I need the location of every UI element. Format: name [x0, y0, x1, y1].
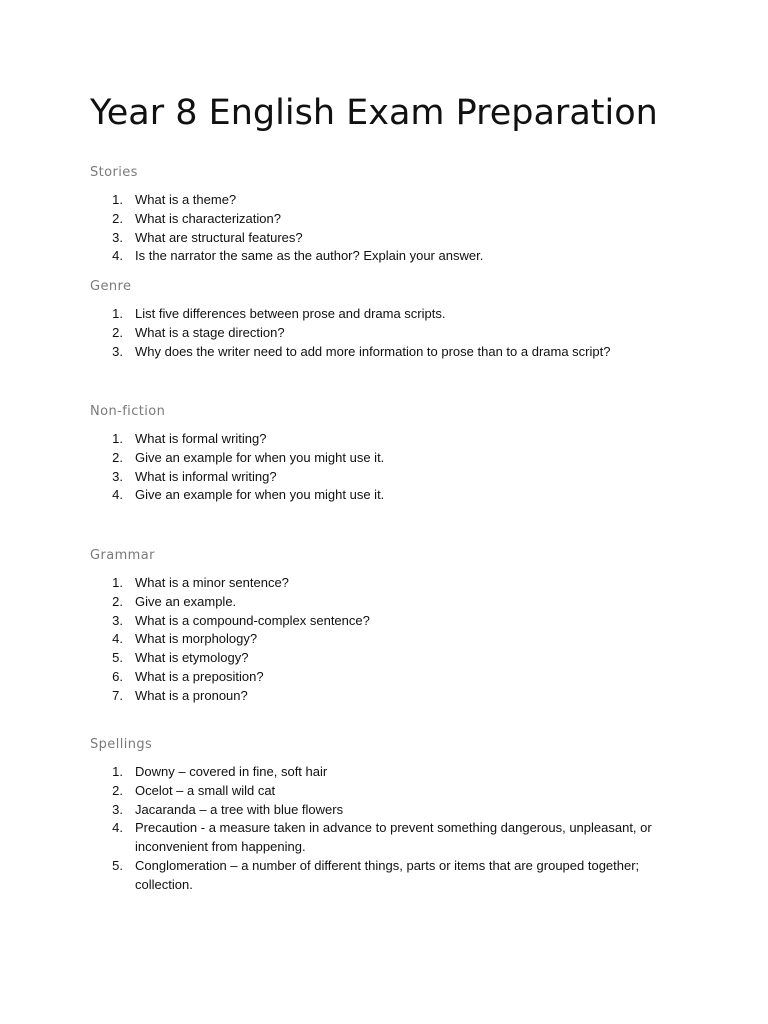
item-number: 1. — [112, 192, 123, 207]
section-genre — [90, 277, 690, 361]
item-number: 3. — [112, 343, 123, 359]
item-number: 1. — [112, 431, 123, 446]
item-text: What is formal writing? — [135, 431, 267, 446]
section-heading: Stories — [90, 165, 138, 180]
list-item — [90, 305, 690, 324]
list-item — [90, 630, 690, 649]
item-text: What is a minor sentence? — [135, 575, 289, 590]
item-text: Jacaranda – a tree with blue flowers — [135, 801, 344, 817]
item-text: What is a preposition? — [135, 668, 264, 684]
item-text: What is a pronoun? — [135, 687, 248, 703]
section-heading: Grammar — [90, 548, 155, 563]
item-number: 5. — [112, 650, 123, 666]
list-item — [90, 687, 690, 706]
item-number: 2. — [112, 593, 123, 609]
list-item — [90, 857, 690, 895]
item-number: 4. — [112, 248, 123, 264]
list-item — [90, 668, 690, 687]
item-number: 7. — [112, 687, 123, 703]
list-item — [90, 343, 690, 362]
item-text: List five differences between prose and drama scripts. — [135, 306, 446, 321]
question-list — [90, 305, 690, 361]
list-item — [90, 229, 690, 248]
list-item — [90, 801, 690, 820]
item-number: 4. — [112, 487, 123, 503]
item-text: What is a stage direction? — [135, 324, 285, 340]
section-grammar — [90, 546, 690, 706]
section-heading: Spellings — [90, 737, 153, 752]
item-text: Give an example for when you might use it. — [135, 449, 385, 465]
item-number: 3. — [112, 468, 123, 484]
list-item — [90, 612, 690, 631]
list-item — [90, 763, 690, 782]
item-number: 2. — [112, 782, 123, 798]
item-number: 3. — [112, 801, 123, 817]
list-item — [90, 324, 690, 343]
list-item — [90, 782, 690, 801]
question-list — [90, 430, 690, 505]
item-text: What is informal writing? — [135, 468, 277, 484]
item-text: Give an example for when you might use it. — [135, 487, 385, 503]
list-item — [90, 430, 690, 449]
list-item — [90, 449, 690, 468]
item-number: 4. — [112, 631, 123, 647]
item-text: Precaution - a measure taken in advance to prevent something dangerous, unpleasant, or inconvenient from happening. — [135, 820, 652, 855]
question-list — [90, 191, 690, 266]
item-text: What is a theme? — [135, 192, 237, 207]
list-item — [90, 210, 690, 229]
question-list — [90, 574, 690, 706]
item-number: 5. — [112, 857, 123, 873]
list-item — [90, 649, 690, 668]
item-number: 3. — [112, 229, 123, 245]
list-item — [90, 191, 690, 210]
item-number: 2. — [112, 210, 123, 226]
section-heading: Non-fiction — [90, 404, 166, 419]
item-text: Conglomeration – a number of different things, parts or items that are grouped together; collection. — [135, 857, 640, 892]
item-text: Is the narrator the same as the author? Explain your answer. — [135, 248, 484, 264]
page-title: Year 8 English Exam Preparation — [90, 93, 658, 133]
item-text: What are structural features? — [135, 229, 303, 245]
section-stories — [90, 163, 690, 266]
item-text: Why does the writer need to add more information to prose than to a drama script? — [135, 343, 611, 359]
section-heading: Genre — [90, 279, 132, 294]
item-text: What is a compound-complex sentence? — [135, 612, 370, 628]
list-item — [90, 574, 690, 593]
item-number: 2. — [112, 449, 123, 465]
item-text: Ocelot – a small wild cat — [135, 782, 276, 798]
item-number: 2. — [112, 324, 123, 340]
list-item — [90, 247, 690, 266]
section-spellings — [90, 735, 690, 895]
item-number: 3. — [112, 612, 123, 628]
list-item — [90, 593, 690, 612]
question-list — [90, 763, 690, 895]
section-non-fiction — [90, 402, 690, 505]
list-item — [90, 468, 690, 487]
list-item — [90, 819, 690, 857]
list-item — [90, 486, 690, 505]
item-text: Give an example. — [135, 593, 237, 609]
item-number: 6. — [112, 668, 123, 684]
item-text: What is morphology? — [135, 631, 258, 647]
item-text: What is characterization? — [135, 210, 281, 226]
item-number: 4. — [112, 820, 123, 836]
item-text: Downy – covered in fine, soft hair — [135, 764, 328, 779]
item-number: 1. — [112, 306, 123, 321]
item-number: 1. — [112, 575, 123, 590]
item-text: What is etymology? — [135, 650, 249, 666]
item-number: 1. — [112, 764, 123, 779]
